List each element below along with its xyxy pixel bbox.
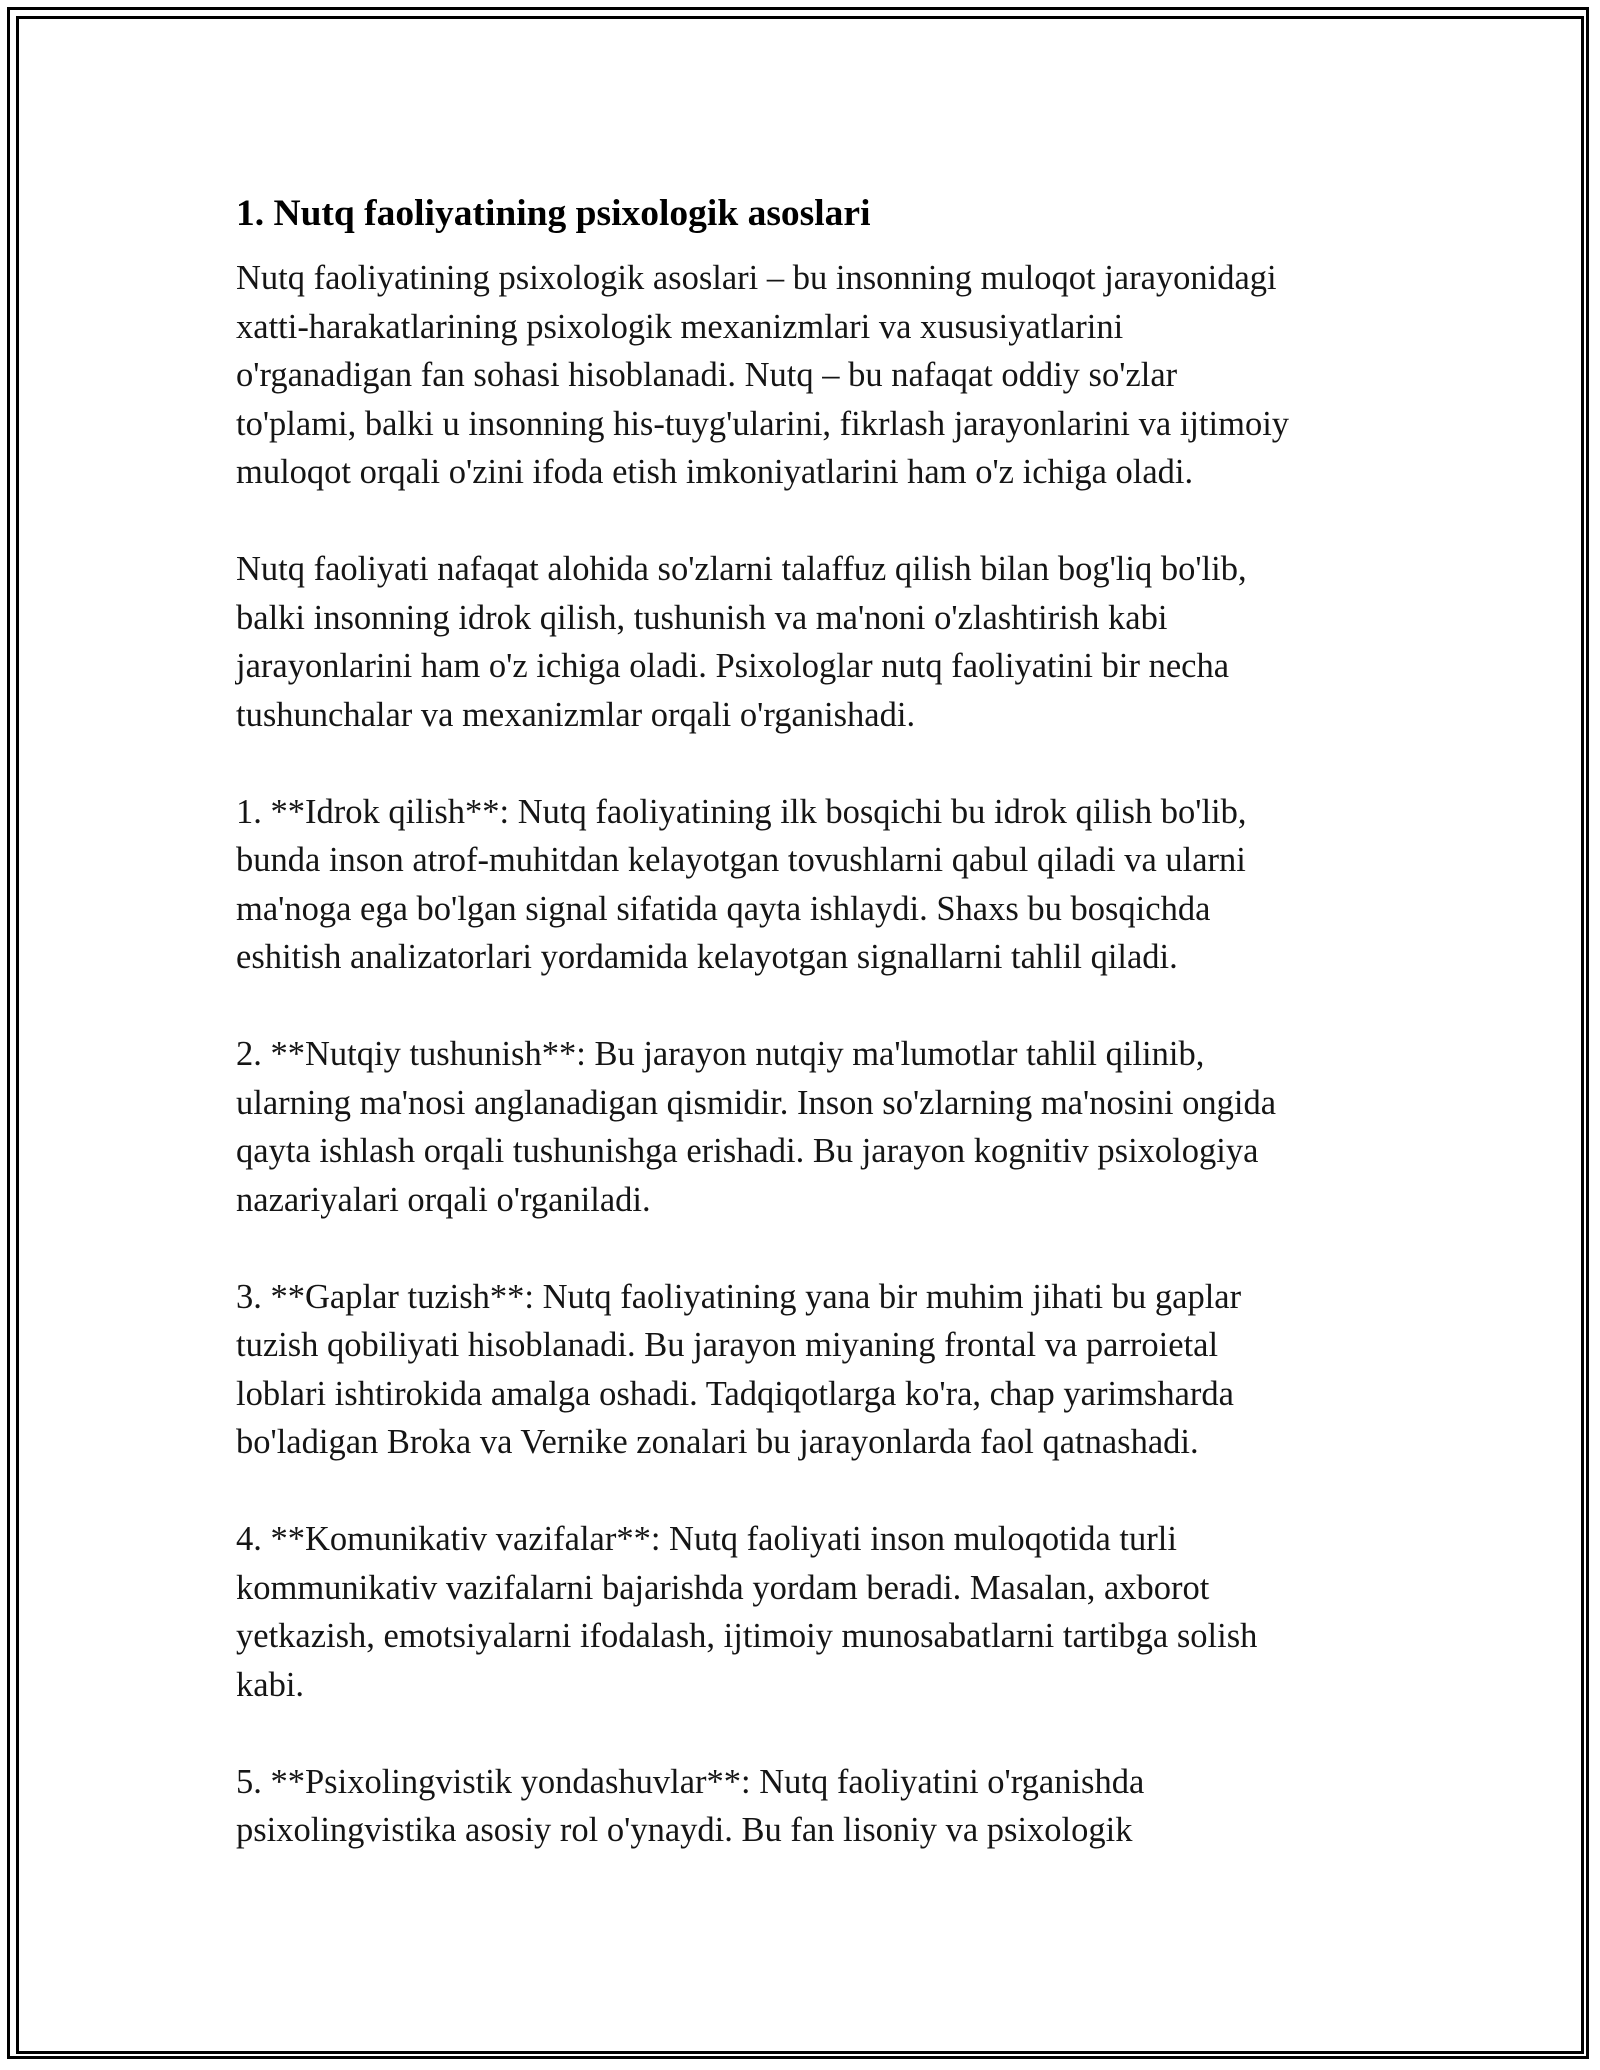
section-heading: 1. Nutq faoliyatining psixologik asoslari [236,193,871,234]
document-body [236,186,1371,1855]
item-komunikativ-vazifalar: 4. **Komunikativ vazifalar**: Nutq faoliyati inson muloqotida turli kommunikativ vazifalarni bajarishda yordam beradi. Masalan, axborot yetkazish, emotsiyalarni ifodalash, ijtimoiy munosabatlarni tartibga solish kabi. [236,1520,1258,1704]
item-gaplar-tuzish: 3. **Gaplar tuzish**: Nutq faoliyatining yana bir muhim jihati bu gaplar tuzish qobiliyati hisoblanadi. Bu jarayon miyaning frontal va parroietal loblari ishtirokida amalga oshadi. Tadqiqotlarga ko'ra, chap yarimsharda bo'ladigan Broka va Vernike zonalari bu jarayonlarda faol qatnashadi. [236,1277,1242,1461]
item-idrok-qilish: 1. **Idrok qilish**: Nutq faoliyatining ilk bosqichi bu idrok qilish bo'lib, bunda inson atrof-muhitdan kelayotgan tovushlarni qabul qiladi va ularni ma'noga ega bo'lgan signal sifatida qayta ishlaydi. Shaxs bu bosqichda eshitish analizatorlari yordamida kelayotgan signallarni tahlil qiladi. [236,792,1247,976]
overview-paragraph: Nutq faoliyati nafaqat alohida so'zlarni talaffuz qilish bilan bog'liq bo'lib, balki insonning idrok qilish, tushunish va ma'noni o'zlashtirish kabi jarayonlarini ham o'z ichiga oladi. Psixologlar nutq faoliyatini bir necha tushunchalar va mexanizmlar orqali o'rganishadi. [236,550,1247,734]
item-nutqiy-tushunish: 2. **Nutqiy tushunish**: Bu jarayon nutqiy ma'lumotlar tahlil qilinib, ularning ma'nosi anglanadigan qismidir. Inson so'zlarning ma'nosini ongida qayta ishlash orqali tushunishga erishadi. Bu jarayon kognitiv psixologiya nazariyalari orqali o'rganiladi. [236,1035,1277,1219]
item-psixolingvistik-yondashuvlar: 5. **Psixolingvistik yondashuvlar**: Nutq faoliyatini o'rganishda psixolingvistika asosiy rol o'ynaydi. Bu fan lisoniy va psixologik [236,1762,1145,1849]
intro-paragraph: Nutq faoliyatining psixologik asoslari – bu insonning muloqot jarayonidagi xatti-harakatlarining psixologik mexanizmlari va xususiyatlarini o'rganadigan fan sohasi hisoblanadi. Nutq – bu nafaqat oddiy so'zlar to'plami, balki u insonning his-tuyg'ularini, fikrlash jarayonlarini va ijtimoiy muloqot orqali o'zini ifoda etish imkoniyatlarini ham o'z ichiga oladi. [236,259,1290,491]
